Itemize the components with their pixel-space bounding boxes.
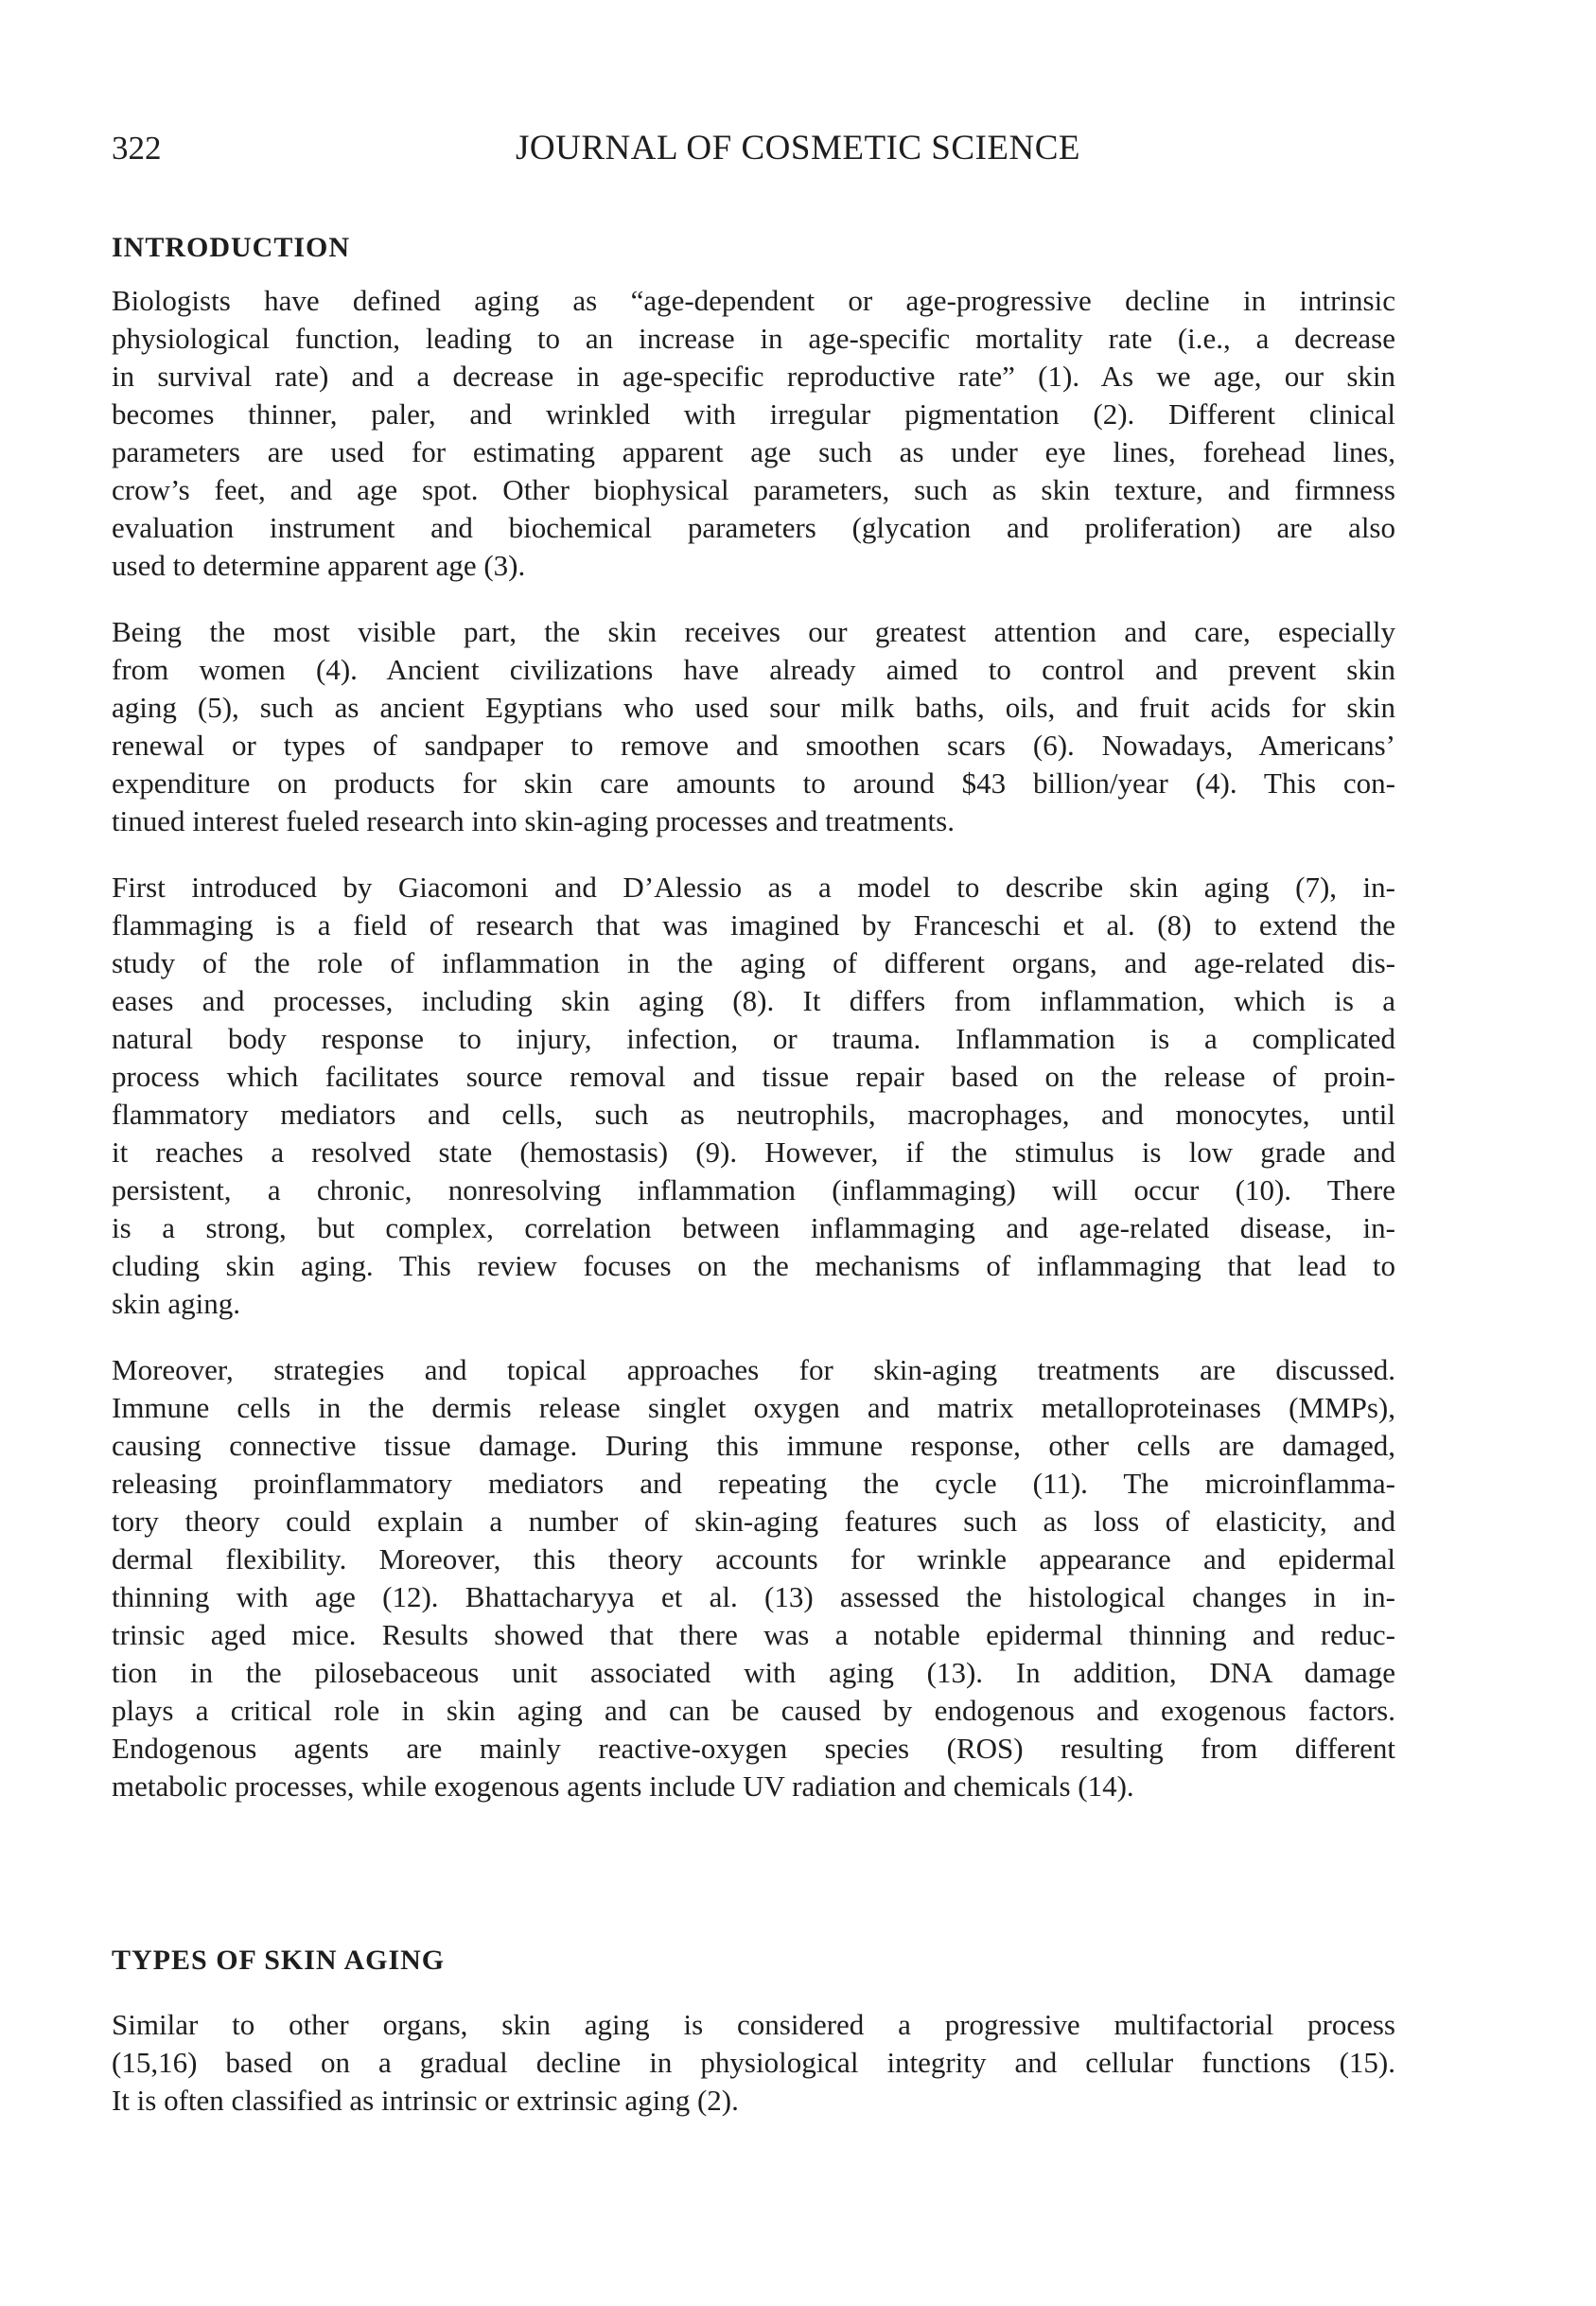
text-line: flammatory mediators and cells, such as neutrophils, macrophages, and monocytes, until (112, 1098, 1395, 1131)
text-line: Being the most visible part, the skin receives our greatest attention and care, especially (112, 615, 1395, 648)
text-line: Biologists have defined aging as “age-dependent or age-progressive decline in intrinsic (112, 284, 1395, 317)
text-line: tinued interest fueled research into skin-aging processes and treatments. (112, 804, 955, 837)
text-line: in survival rate) and a decrease in age-specific reproductive rate” (1). As we age, our skin (112, 360, 1395, 393)
text-line: Immune cells in the dermis release singlet oxygen and matrix metalloproteinases (MMPs), (112, 1391, 1395, 1424)
text-line: from women (4). Ancient civilizations have already aimed to control and prevent skin (112, 653, 1395, 686)
text-line: evaluation instrument and biochemical parameters (glycation and proliferation) are also (112, 511, 1395, 544)
text-line: Moreover, strategies and topical approaches for skin-aging treatments are discussed. (112, 1353, 1395, 1386)
text-line: is a strong, but complex, correlation between inflammaging and age-related disease, in- (112, 1211, 1395, 1244)
text-line: natural body response to injury, infection, or trauma. Inflammation is a complicated (112, 1022, 1395, 1055)
text-line: physiological function, leading to an increase in age-specific mortality rate (i.e., a decrease (112, 322, 1395, 355)
text-line: trinsic aged mice. Results showed that there was a notable epidermal thinning and reduc- (112, 1618, 1395, 1651)
section-types-of-skin-aging (112, 1942, 1395, 2120)
text-line: crow’s feet, and age spot. Other biophysical parameters, such as skin texture, and firmness (112, 473, 1395, 506)
text-line: metabolic processes, while exogenous agents include UV radiation and chemicals (14). (112, 1769, 1134, 1803)
text-line: parameters are used for estimating apparent age such as under eye lines, forehead lines, (112, 435, 1395, 468)
section-body-introduction (112, 282, 1395, 1805)
journal-title: JOURNAL OF COSMETIC SCIENCE (516, 129, 1080, 167)
text-line: Endogenous agents are mainly reactive-oxygen species (ROS) resulting from different (112, 1732, 1395, 1765)
text-line: renewal or types of sandpaper to remove and smoothen scars (6). Nowadays, Americans’ (112, 729, 1395, 762)
text-line: releasing proinflammatory mediators and repeating the cycle (11). The microinflamma- (112, 1467, 1395, 1500)
text-line: eases and processes, including skin aging (8). It differs from inflammation, which is a (112, 984, 1395, 1017)
page-header (0, 129, 1596, 168)
text-line: dermal flexibility. Moreover, this theory accounts for wrinkle appearance and epidermal (112, 1542, 1395, 1575)
text-line: thinning with age (12). Bhattacharyya et al. (13) assessed the histological changes in in- (112, 1580, 1395, 1613)
text-line: plays a critical role in skin aging and can be caused by endogenous and exogenous factors. (112, 1694, 1395, 1727)
text-line: It is often classified as intrinsic or extrinsic aging (2). (112, 2084, 739, 2117)
text-line: cluding skin aging. This review focuses on the mechanisms of inflammaging that lead to (112, 1249, 1395, 1282)
text-line: causing connective tissue damage. During this immune response, other cells are damaged, (112, 1429, 1395, 1462)
section-heading-introduction: INTRODUCTION (112, 232, 351, 263)
section-heading-types-of-skin-aging: TYPES OF SKIN AGING (112, 1945, 446, 1976)
text-line: tion in the pilosebaceous unit associated with aging (13). In addition, DNA damage (112, 1656, 1395, 1689)
section-body-types-of-skin-aging (112, 2006, 1395, 2120)
text-line: expenditure on products for skin care amounts to around $43 billion/year (4). This con- (112, 766, 1395, 800)
section-introduction (112, 229, 1395, 1805)
text-line: it reaches a resolved state (hemostasis) (9). However, if the stimulus is low grade and (112, 1135, 1395, 1169)
paragraph (112, 869, 1395, 1323)
text-line: persistent, a chronic, nonresolving inflammation (inflammaging) will occur (10). There (112, 1173, 1395, 1206)
page-number: 322 (112, 130, 162, 167)
text-line: study of the role of inflammation in the aging of different organs, and age-related dis- (112, 946, 1395, 979)
text-line: process which facilitates source removal and tissue repair based on the release of proin- (112, 1060, 1395, 1093)
text-line: Similar to other organs, skin aging is considered a progressive multifactorial process (112, 2008, 1395, 2041)
paragraph (112, 2006, 1395, 2120)
text-line: skin aging. (112, 1287, 241, 1320)
text-line: used to determine apparent age (3). (112, 549, 526, 582)
text-line: aging (5), such as ancient Egyptians who used sour milk baths, oils, and fruit acids for skin (112, 691, 1395, 724)
paragraph (112, 282, 1395, 585)
text-line: flammaging is a field of research that was imagined by Franceschi et al. (8) to extend the (112, 908, 1395, 942)
paragraph (112, 613, 1395, 840)
text-line: (15,16) based on a gradual decline in physiological integrity and cellular functions (15). (112, 2046, 1395, 2079)
text-line: First introduced by Giacomoni and D’Alessio as a model to describe skin aging (7), in- (112, 871, 1395, 904)
text-line: tory theory could explain a number of skin-aging features such as loss of elasticity, and (112, 1505, 1395, 1538)
paragraph (112, 1351, 1395, 1805)
text-line: becomes thinner, paler, and wrinkled with irregular pigmentation (2). Different clinical (112, 397, 1395, 431)
